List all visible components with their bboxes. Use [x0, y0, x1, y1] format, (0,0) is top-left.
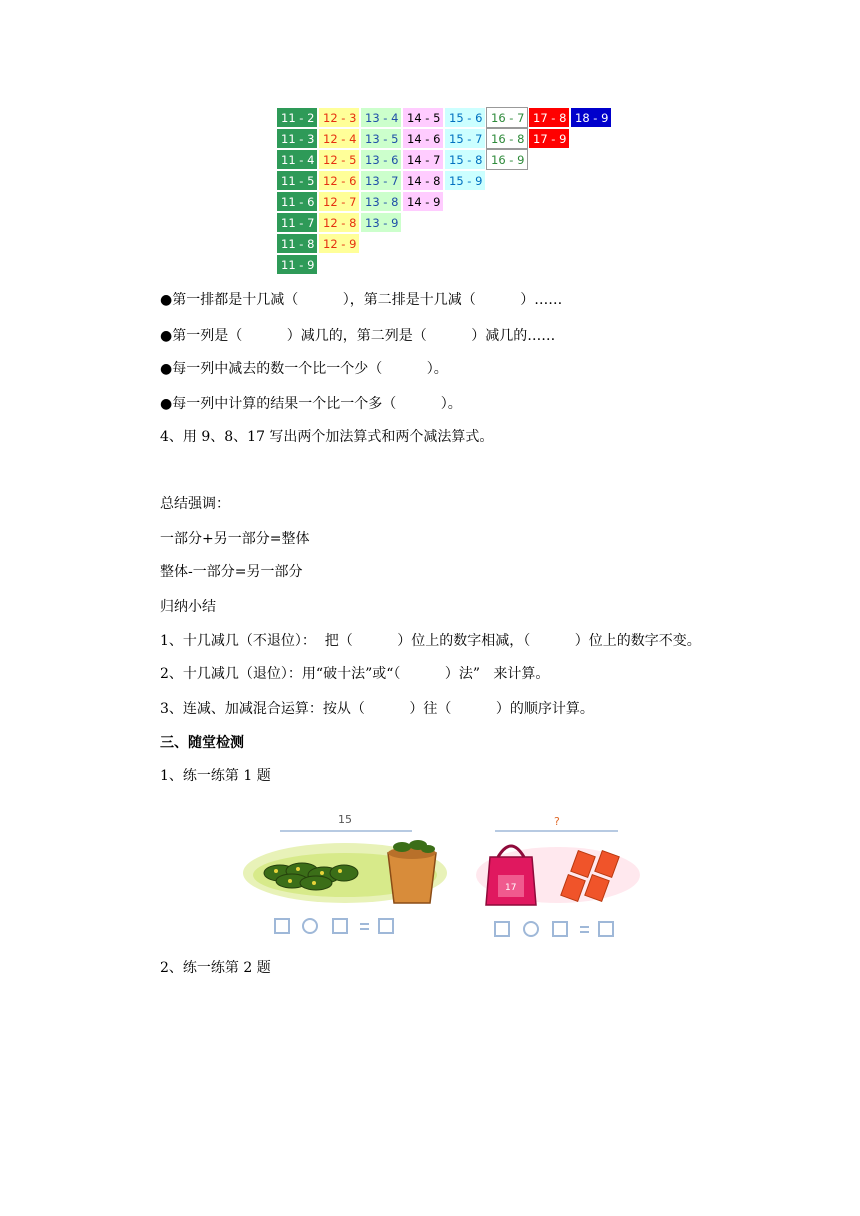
table-cell: 11 - 6	[276, 191, 318, 212]
question-result-increase: ●每一列中计算的结果一个比一个多（ ）。	[160, 396, 462, 412]
exercise-1-label: 1、练一练第 1 题	[160, 768, 271, 784]
table-cell: 16 - 8	[486, 128, 528, 149]
operator-circle[interactable]	[523, 921, 539, 937]
table-cell: 17 - 9	[528, 128, 570, 149]
table-cell: 11 - 3	[276, 128, 318, 149]
table-cell: 12 - 6	[318, 170, 360, 191]
table-cell: 14 - 6	[402, 128, 444, 149]
table-cell: 13 - 7	[360, 170, 402, 191]
table-cell: 12 - 8	[318, 212, 360, 233]
equals-sign	[360, 923, 369, 925]
conclusion-heading: 归纳小结	[160, 599, 216, 615]
answer-box[interactable]	[552, 921, 568, 937]
equals-sign	[580, 926, 589, 928]
question-subtrahend-decrease: ●每一列中减去的数一个比一个少（ ）。	[160, 361, 448, 377]
summary-heading: 总结强调：	[160, 496, 230, 512]
conclusion-item-3: 3、连减、加减混合运算：按从（ ）往（ ）的顺序计算。	[160, 701, 594, 717]
answer-box[interactable]	[274, 918, 290, 934]
table-cell: 11 - 9	[276, 254, 318, 275]
table-cell: 13 - 5	[360, 128, 402, 149]
right-total-label: ?	[554, 815, 560, 828]
summary-part-whole-subtract: 整体-一部分=另一部分	[160, 564, 303, 580]
table-cell: 15 - 6	[444, 107, 486, 128]
table-cell: 11 - 7	[276, 212, 318, 233]
summary-part-whole-add: 一部分+另一部分=整体	[160, 531, 310, 547]
exercise-2-label: 2、练一练第 2 题	[160, 960, 271, 976]
table-cell: 11 - 2	[276, 107, 318, 128]
table-cell: 16 - 9	[486, 149, 528, 170]
answer-box[interactable]	[378, 918, 394, 934]
table-cell: 14 - 8	[402, 170, 444, 191]
table-cell: 16 - 7	[486, 107, 528, 128]
table-cell: 11 - 4	[276, 149, 318, 170]
table-cell: 12 - 3	[318, 107, 360, 128]
subtraction-table	[276, 107, 612, 277]
table-cell: 12 - 4	[318, 128, 360, 149]
question-row-pattern: ●第一排都是十几减（ ），第二排是十几减（ ）……	[160, 292, 563, 308]
section-3-heading: 三、随堂检测	[160, 735, 244, 751]
table-cell: 11 - 8	[276, 233, 318, 254]
table-cell: 14 - 7	[402, 149, 444, 170]
question-column-pattern: ●第一列是（ ）减几的，第二列是（ ）减几的……	[160, 328, 556, 344]
table-cell: 13 - 9	[360, 212, 402, 233]
table-cell: 12 - 9	[318, 233, 360, 254]
table-cell: 12 - 7	[318, 191, 360, 212]
task-write-equations: 4、用 9、8、17 写出两个加法算式和两个减法算式。	[160, 429, 494, 445]
table-cell: 15 - 9	[444, 170, 486, 191]
answer-box[interactable]	[332, 918, 348, 934]
table-cell: 13 - 6	[360, 149, 402, 170]
table-cell: 15 - 7	[444, 128, 486, 149]
left-total-label: 15	[338, 813, 352, 826]
bag-number-label: 17	[505, 883, 517, 893]
exercise-1-picture	[240, 795, 645, 945]
exercise-illustration	[240, 795, 645, 945]
equals-sign	[360, 928, 369, 930]
operator-circle[interactable]	[302, 918, 318, 934]
table-cell: 18 - 9	[570, 107, 612, 128]
answer-box[interactable]	[598, 921, 614, 937]
table-cell: 14 - 9	[402, 191, 444, 212]
table-cell: 11 - 5	[276, 170, 318, 191]
table-cell: 13 - 4	[360, 107, 402, 128]
answer-box[interactable]	[494, 921, 510, 937]
equals-sign	[580, 931, 589, 933]
table-cell: 12 - 5	[318, 149, 360, 170]
conclusion-item-2: 2、十几减几（退位）：用“破十法”或“（ ）法” 来计算。	[160, 666, 550, 682]
table-cell: 13 - 8	[360, 191, 402, 212]
conclusion-item-1: 1、十几减几（不退位）： 把（ ）位上的数字相减，（ ）位上的数字不变。	[160, 633, 701, 649]
table-cell: 17 - 8	[528, 107, 570, 128]
table-cell: 14 - 5	[402, 107, 444, 128]
table-cell: 15 - 8	[444, 149, 486, 170]
